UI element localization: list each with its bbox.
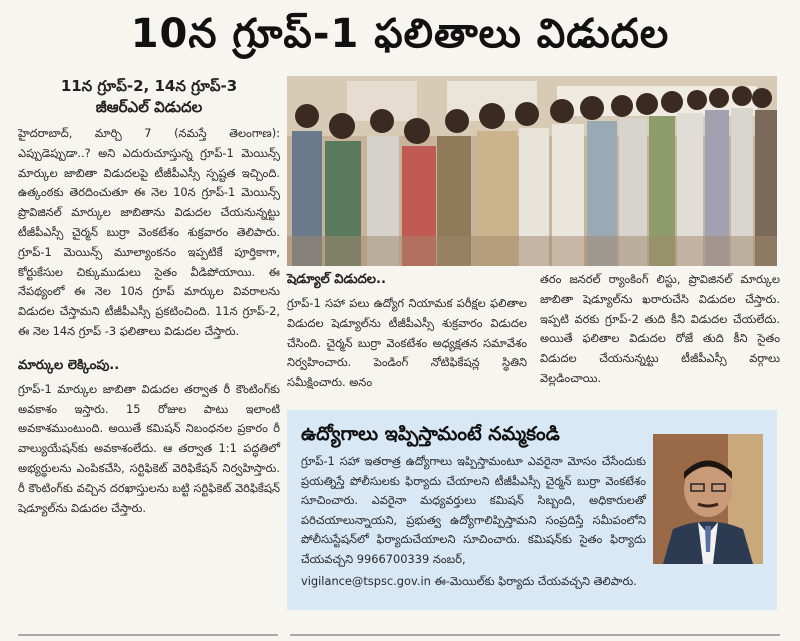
subheadline-1: 11న గ్రూప్‌-2, 14న గ్రూప్‌-3 <box>60 77 238 95</box>
middle-column <box>287 270 527 393</box>
sidebar-box-title: ఉద్యోగాలు ఇప్పిస్తామంటే నమ్మకండి <box>301 423 560 445</box>
article-paragraph-4: తరం జనరల్‌ ర్యాంకింగ్‌ లిస్టు, ప్రొవిజినల్‌ మార్కుల జాబితా షెడ్యూల్‌ను ఖరారుచేసి విడుదల చేస్తారు. ఇప్పటి వరకు గ్రూప్‌-2 తుది కీని విడుదల చేయలేదు. అయితే ఫలితాల విడుదల రోజే తుది కీని సైతం విడుదల చేయనున్నట్టు టీజీపీఎస్సీ వర్గాలు వెల్లడించాయి. <box>540 272 780 385</box>
photo-illustration <box>287 76 777 266</box>
left-column <box>18 76 280 518</box>
sidebar-box-warning <box>287 410 777 610</box>
bottom-rule-left <box>18 634 278 636</box>
sidebar-box-footer: vigilance@tspsc.gov.in ఈ-మెయిల్‌కు ఫిర్యాదు చేయవచ్చని తెలిపారు. <box>301 573 637 588</box>
article-paragraph-2: గ్రూప్‌-1 మార్కుల జాబితా విడుదల తర్వాత రీ కౌంటింగ్‌కు అవకాశం ఇస్తారు. 15 రోజుల పాటు ఇలాంటి అవకాశముంటుంది. అయితే కమిషన్‌ నిబంధనల ప్రకారం రీ వాల్యుయేషన్‌కు అవకాశంలేదు. ఆ తర్వాత 1:1 పద్ధతిలో అభ్యర్థులను ఎంపికచేసి, సర్టిఫికెట్‌ వెరిఫికేషన్‌ నిర్వహిస్తారు. రీ కౌంటింగ్‌కు వచ్చిన దరఖాస్తులను బట్టి సర్టిఫికెట్‌ వెరిఫికేషన్‌ షెడ్యూల్‌ను విడుదల చేస్తారు. <box>18 381 280 515</box>
article-paragraph-1: హైదరాబాద్‌, మార్చి 7 (నమస్తే తెలంగాణ): ఎప్పుడెప్పుడా..? అని ఎదురుచూస్తున్న గ్రూప్‌-1 మెయిన్స్‌ మార్కుల జాబితా విడుదలపై టీజీపీఎస్సీ స్పష్టత ఇచ్చింది. ఉత్కంఠకు తెరదించుతూ ఈ నెల 10న గ్రూప్‌-1 మెయిన్స్‌ ప్రొవిజినల్‌ మార్కుల జాబితాను విడుదల చేయనున్నట్టు టీజీపీఎస్సీ చైర్మన్‌ బుర్రా వెంకటేశం శుక్రవారం తెలిపారు. గ్రూప్‌-1 మెయిన్స్‌ మూల్యాంకనం ఇప్పటికే పూర్తికాగా, కోర్టుకేసుల చిక్కుముడులు సైతం వీడిపోయాయి. ఈ నేపథ్యంలో ఈ నెల 10న గ్రూప్‌ మార్కుల వివరాలను విడుదల చేస్తామని టీజీపీఎస్సీ ప్రకటించింది. 11న గ్రూప్‌-2, ఈ నెల 14న గ్రూప్‌ -3 ఫలితాలు విడుదల చేస్తారు. <box>18 126 280 338</box>
sidebar-box-text: గ్రూప్‌-1 సహా ఇతరాత్ర ఉద్యోగాలు ఇప్పిస్తామంటూ ఎవరైనా మోసం చేసేందుకు ప్రయత్నిస్తే పోలీసులకు ఫిర్యాదు చేయాలని టీజీపీఎస్సీ చైర్మన్‌ బుర్రా వెంకటేశం సూచించారు. ఎవరైనా మధ్యవర్తులు కమిషన్‌ సిబ్బంది, అధికారులతో పరిచయాలున్నాయని, ప్రభుత్వ ఉద్యోగాలిప్పిస్తామని సంప్రదిస్తే సమీపంలోని పోలీసుస్టేషన్‌లో ఫిర్యాదుచేయాలని సూచించారు. కమిషన్‌కు సైతం ఫిర్యాదు చేయవచ్చని 9966700339 నంబర్‌, <box>301 454 646 566</box>
bottom-rule-right <box>290 634 780 636</box>
section-heading-recounting: మార్కుల లెక్కింపు.. <box>18 357 120 373</box>
news-photo-candidates-queue <box>287 76 777 266</box>
right-column <box>540 270 780 389</box>
article-paragraph-3: గ్రూప్‌-1 సహా పలు ఉద్యోగ నియామక పరీక్షల ఫలితాల విడుదల షెడ్యూల్‌ను టీజీపీఎస్సీ శుక్రవారం విడుదల చేసింది. చైర్మన్‌ బుర్రా వెంకటేశం అధ్యక్షతన సమావేశం నిర్వహించారు. పెండింగ్‌ నోటిఫికేషన్ల స్థితిని సమీక్షించారు. అనం <box>287 296 527 390</box>
subheadline-2: జీఆర్‌ఎల్‌ విడుదల <box>95 98 203 116</box>
page-headline: 10న గ్రూప్‌-1 ఫలితాలు విడుదల <box>130 11 670 57</box>
portrait-photo <box>653 434 763 564</box>
section-heading-schedule: షెడ్యూల్‌ విడుదల.. <box>287 272 386 287</box>
portrait-illustration <box>653 434 763 564</box>
